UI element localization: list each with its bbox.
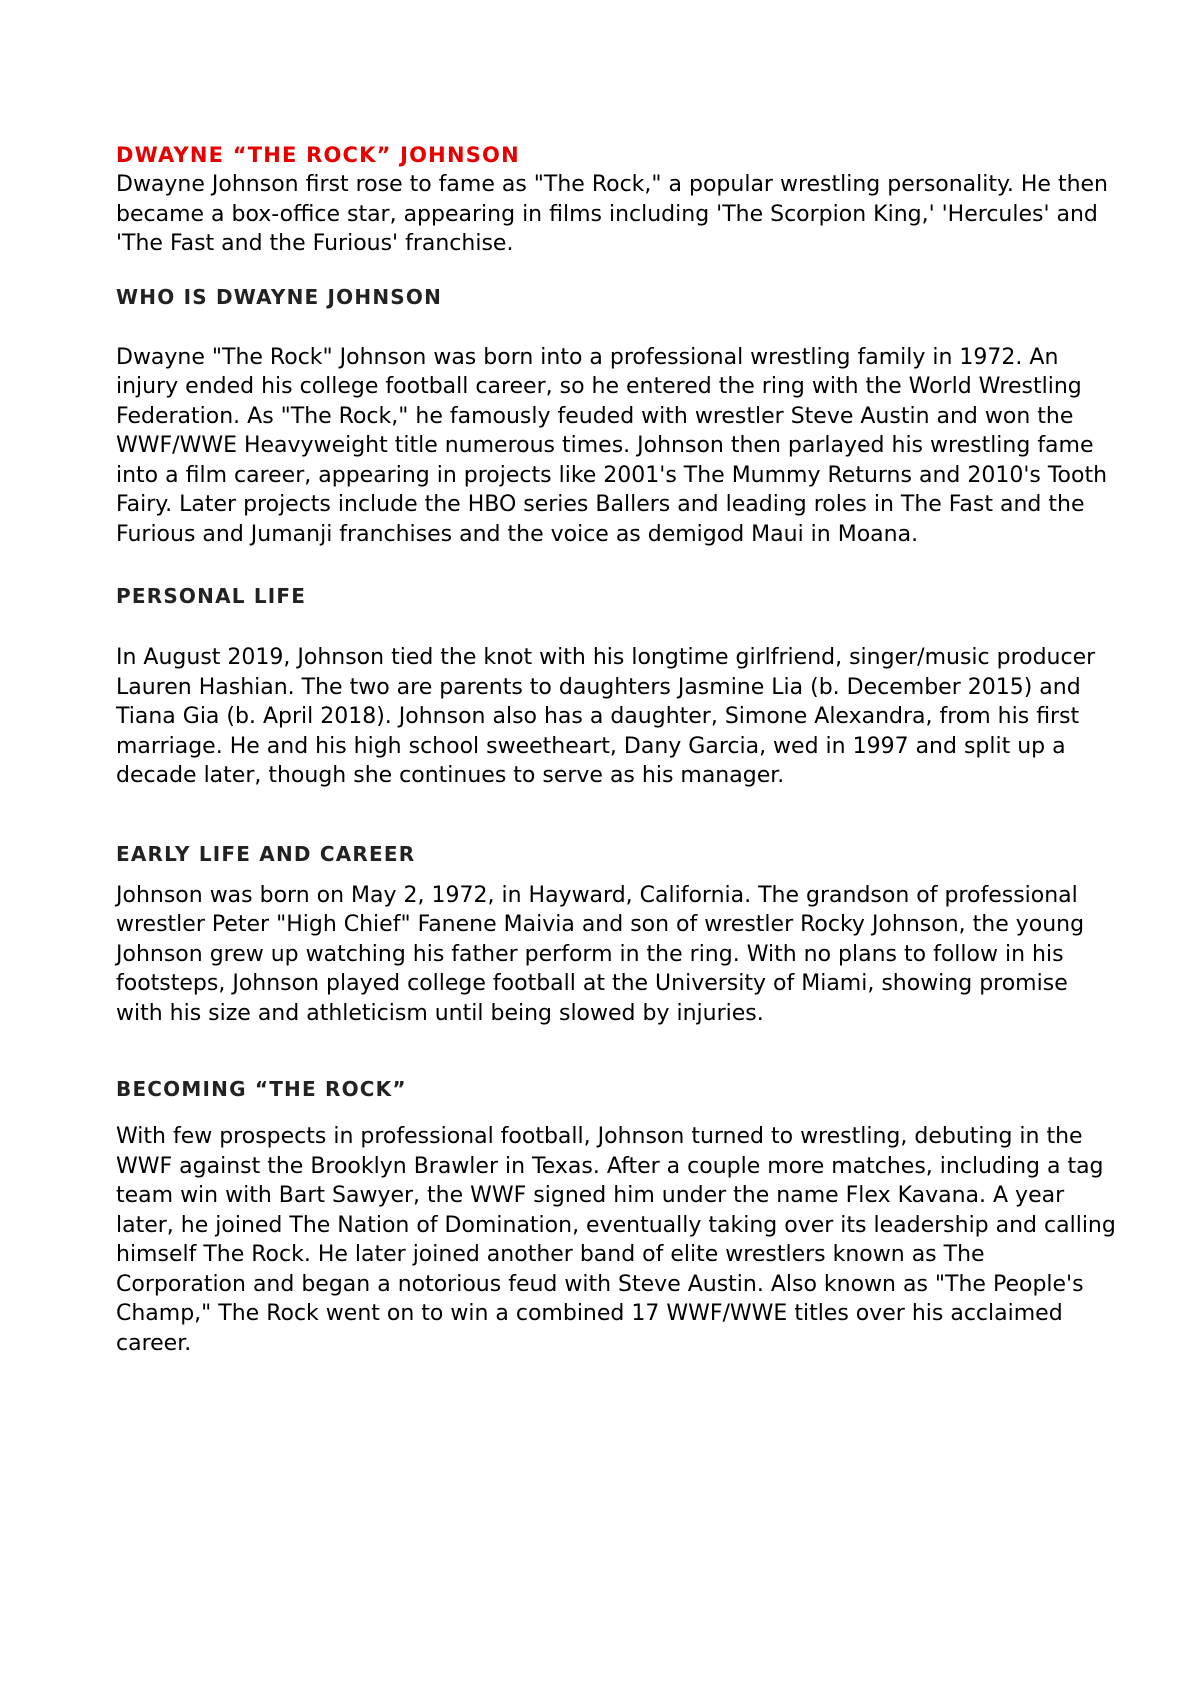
section-heading-early-life-and-career: EARLY LIFE AND CAREER (116, 841, 416, 866)
section-heading-who-is-dwayne-johnson: WHO IS DWAYNE JOHNSON (116, 284, 443, 309)
section-heading-becoming-the-rock: BECOMING “THE ROCK” (116, 1077, 407, 1101)
intro-paragraph: Dwayne Johnson first rose to fame as "The Rock," a popular wrestling personality. He then became a box-office star, appearing in films including 'The Scorpion King,' 'Hercules' and 'The Fast and the Furious' franchise. (116, 172, 1108, 256)
section-heading-personal-life: PERSONAL LIFE (116, 584, 307, 608)
section-body-who-is-dwayne-johnson: Dwayne "The Rock" Johnson was born into a professional wrestling family in 1972. An injury ended his college football career, so he entered the ring with the World Wrestling Federation. As "The Rock," he famously feuded with wrestler Steve Austin and won the WWF/WWE Heavyweight title numerous times. Johnson then parlayed his wrestling fame into a film career, appearing in projects like 2001's The Mummy Returns and 2010's Tooth Fairy. Later projects include the HBO series Ballers and leading roles in The Fast and the Furious and Jumanji franchises and the voice as demigod Maui in Moana. (116, 344, 1108, 547)
section-body-early-life-and-career: Johnson was born on May 2, 1972, in Hayward, California. The grandson of professional wrestler Peter "High Chief" Fanene Maivia and son of wrestler Rocky Johnson, the young Johnson grew up watching his father perform in the ring. With no plans to follow in his footsteps, Johnson played college football at the University of Miami, showing promise with his size and athleticism until being slowed by injuries. (116, 882, 1085, 1026)
section-body-personal-life: In August 2019, Johnson tied the knot with his longtime girlfriend, singer/music producer Lauren Hashian. The two are parents to daughters Jasmine Lia (b. December 2015) and Tiana Gia (b. April 2018). Johnson also has a daughter, Simone Alexandra, from his first marriage. He and his high school sweetheart, Dany Garcia, wed in 1997 and split up a decade later, though she continues to serve as his manager. (116, 645, 1096, 788)
section-body-becoming-the-rock: With few prospects in professional football, Johnson turned to wrestling, debuting in the WWF against the Brooklyn Brawler in Texas. After a couple more matches, including a tag team win with Bart Sawyer, the WWF signed him under the name Flex Kavana. A year later, he joined The Nation of Domination, eventually taking over its leadership and calling himself The Rock. He later joined another band of elite wrestlers known as The Corporation and began a notorious feud with Steve Austin. Also known as "The People's Champ," The Rock went on to win a combined 17 WWF/WWE titles over his acclaimed career. (116, 1124, 1116, 1356)
document-title: DWAYNE “THE ROCK” JOHNSON (116, 143, 520, 167)
document-page (116, 140, 1116, 1358)
